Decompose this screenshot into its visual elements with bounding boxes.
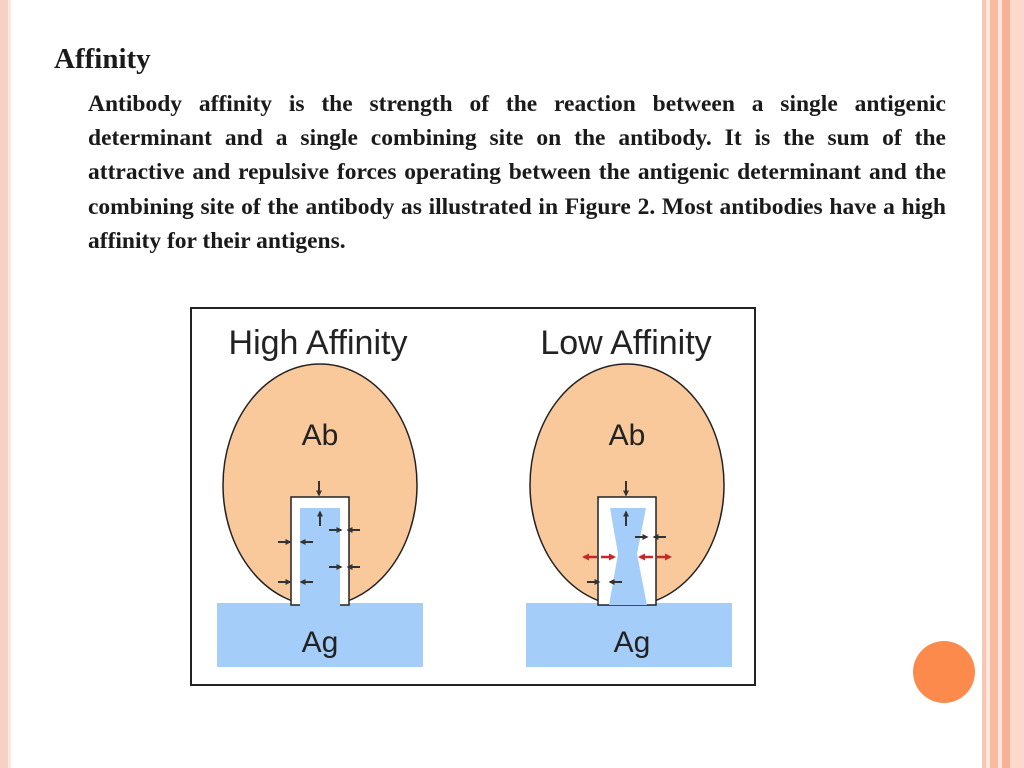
slide-title: Affinity	[54, 43, 151, 75]
high-affinity-ab-label: Ab	[301, 419, 339, 452]
low-affinity-ag-label: Ag	[613, 626, 651, 659]
decorative-accent-circle	[913, 641, 975, 703]
high-affinity-panel	[217, 324, 423, 667]
low-affinity-panel	[526, 324, 732, 667]
affinity-diagram	[192, 309, 754, 684]
high-affinity-heading: High Affinity	[228, 324, 408, 362]
right-border-stripe	[990, 0, 998, 768]
left-border-inner	[8, 0, 11, 768]
left-border	[0, 0, 8, 768]
low-affinity-ab-label: Ab	[608, 419, 646, 452]
low-affinity-heading: Low Affinity	[540, 324, 712, 362]
right-border-stripe	[1010, 0, 1024, 768]
affinity-figure	[190, 307, 756, 686]
right-border-stripe	[1002, 0, 1010, 768]
slide-body-text: Antibody affinity is the strength of the reaction between a single antigenic determinant and a single combining site on the antibody. It is the sum of the attractive and repulsive forces operating between the antigenic determinant and the combining site of the antibody as illustrated in Figure 2. Most antibodies have a high affinity for their antigens.	[88, 91, 946, 254]
high-affinity-ag-label: Ag	[301, 626, 339, 659]
